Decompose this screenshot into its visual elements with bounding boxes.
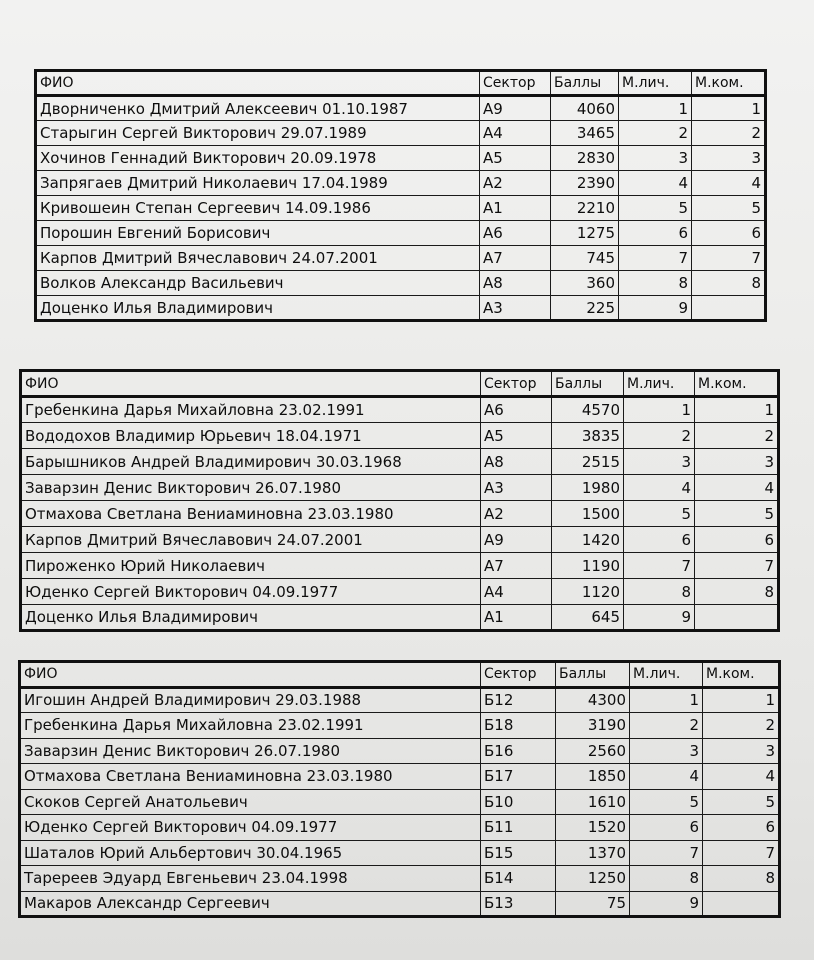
cell-points: 2390	[551, 171, 619, 196]
cell-points: 1980	[552, 475, 624, 501]
cell-sector: А9	[481, 527, 552, 553]
cell-personal-place: 1	[619, 96, 692, 121]
cell-team-place	[695, 605, 779, 631]
header-sector: Сектор	[481, 371, 552, 397]
cell-fio: Скоков Сергей Анатольевич	[20, 789, 481, 815]
cell-team-place: 3	[703, 738, 780, 764]
cell-team-place: 4	[695, 475, 779, 501]
cell-sector: А3	[480, 296, 551, 321]
cell-sector: А8	[480, 271, 551, 296]
cell-fio: Отмахова Светлана Вениаминовна 23.03.1980	[21, 501, 481, 527]
cell-team-place: 7	[692, 246, 766, 271]
cell-points: 1120	[552, 579, 624, 605]
cell-fio: Карпов Дмитрий Вячеславович 24.07.2001	[36, 246, 480, 271]
cell-team-place: 8	[692, 271, 766, 296]
cell-fio: Заварзин Денис Викторович 26.07.1980	[21, 475, 481, 501]
cell-sector: А9	[480, 96, 551, 121]
cell-fio: Таререев Эдуард Евгеньевич 23.04.1998	[20, 866, 481, 892]
header-sector: Сектор	[480, 71, 551, 96]
cell-sector: Б18	[481, 713, 556, 739]
cell-points: 225	[551, 296, 619, 321]
results-table-2	[19, 369, 780, 632]
cell-team-place: 7	[695, 553, 779, 579]
header-fio: ФИО	[21, 371, 481, 397]
table-row	[20, 738, 780, 764]
cell-sector: А6	[481, 397, 552, 423]
cell-sector: А4	[481, 579, 552, 605]
cell-team-place: 6	[703, 815, 780, 841]
cell-points: 2210	[551, 196, 619, 221]
cell-team-place: 6	[695, 527, 779, 553]
header-sector: Сектор	[481, 662, 556, 688]
cell-fio: Вододохов Владимир Юрьевич 18.04.1971	[21, 423, 481, 449]
table-row	[36, 96, 766, 121]
cell-fio: Заварзин Денис Викторович 26.07.1980	[20, 738, 481, 764]
table-row	[36, 121, 766, 146]
cell-sector: А8	[481, 449, 552, 475]
cell-personal-place: 9	[624, 605, 695, 631]
cell-fio: Карпов Дмитрий Вячеславович 24.07.2001	[21, 527, 481, 553]
cell-points: 2515	[552, 449, 624, 475]
cell-team-place: 8	[695, 579, 779, 605]
cell-points: 4300	[556, 687, 630, 713]
cell-points: 1190	[552, 553, 624, 579]
cell-personal-place: 4	[624, 475, 695, 501]
cell-personal-place: 4	[619, 171, 692, 196]
cell-team-place: 2	[695, 423, 779, 449]
cell-points: 4060	[551, 96, 619, 121]
table-row	[20, 789, 780, 815]
cell-team-place: 6	[692, 221, 766, 246]
cell-points: 1610	[556, 789, 630, 815]
cell-sector: А6	[480, 221, 551, 246]
table-row	[36, 196, 766, 221]
cell-team-place: 5	[692, 196, 766, 221]
table-header-row	[36, 71, 766, 96]
cell-sector: А5	[481, 423, 552, 449]
cell-fio: Гребенкина Дарья Михайловна 23.02.1991	[20, 713, 481, 739]
cell-points: 2830	[551, 146, 619, 171]
cell-fio: Старыгин Сергей Викторович 29.07.1989	[36, 121, 480, 146]
cell-sector: А7	[481, 553, 552, 579]
cell-fio: Барышников Андрей Владимирович 30.03.1968	[21, 449, 481, 475]
cell-fio: Отмахова Светлана Вениаминовна 23.03.1980	[20, 764, 481, 790]
cell-team-place: 3	[692, 146, 766, 171]
table-row	[20, 866, 780, 892]
cell-points: 4570	[552, 397, 624, 423]
cell-personal-place: 8	[619, 271, 692, 296]
table-row	[20, 713, 780, 739]
cell-sector: Б15	[481, 840, 556, 866]
table-header-row	[20, 662, 780, 688]
cell-sector: Б12	[481, 687, 556, 713]
cell-team-place: 2	[703, 713, 780, 739]
header-team-place: М.ком.	[703, 662, 780, 688]
cell-sector: Б10	[481, 789, 556, 815]
table-row	[21, 423, 779, 449]
table-row	[21, 605, 779, 631]
table-row	[21, 527, 779, 553]
table-row	[36, 296, 766, 321]
cell-personal-place: 3	[624, 449, 695, 475]
header-points: Баллы	[552, 371, 624, 397]
cell-personal-place: 5	[619, 196, 692, 221]
cell-points: 1275	[551, 221, 619, 246]
cell-fio: Пироженко Юрий Николаевич	[21, 553, 481, 579]
cell-personal-place: 2	[624, 423, 695, 449]
cell-points: 1250	[556, 866, 630, 892]
cell-sector: Б13	[481, 891, 556, 917]
table-header-row	[21, 371, 779, 397]
cell-personal-place: 1	[624, 397, 695, 423]
cell-sector: Б16	[481, 738, 556, 764]
cell-fio: Кривошеин Степан Сергеевич 14.09.1986	[36, 196, 480, 221]
cell-fio: Юденко Сергей Викторович 04.09.1977	[20, 815, 481, 841]
cell-personal-place: 5	[624, 501, 695, 527]
table-row	[20, 687, 780, 713]
cell-sector: А2	[480, 171, 551, 196]
table-row	[21, 579, 779, 605]
cell-team-place: 4	[703, 764, 780, 790]
table-row	[20, 815, 780, 841]
header-fio: ФИО	[20, 662, 481, 688]
cell-points: 1850	[556, 764, 630, 790]
cell-points: 1500	[552, 501, 624, 527]
cell-team-place: 3	[695, 449, 779, 475]
header-personal-place: М.лич.	[619, 71, 692, 96]
cell-fio: Хочинов Геннадий Викторович 20.09.1978	[36, 146, 480, 171]
cell-personal-place: 1	[630, 687, 703, 713]
cell-fio: Порошин Евгений Борисович	[36, 221, 480, 246]
cell-personal-place: 9	[619, 296, 692, 321]
table-row	[21, 501, 779, 527]
cell-sector: А5	[480, 146, 551, 171]
cell-fio: Макаров Александр Сергеевич	[20, 891, 481, 917]
cell-team-place: 4	[692, 171, 766, 196]
cell-personal-place: 6	[624, 527, 695, 553]
table-row	[21, 553, 779, 579]
cell-team-place: 2	[692, 121, 766, 146]
table-row	[36, 246, 766, 271]
cell-points: 1420	[552, 527, 624, 553]
cell-fio: Юденко Сергей Викторович 04.09.1977	[21, 579, 481, 605]
cell-points: 745	[551, 246, 619, 271]
cell-points: 1370	[556, 840, 630, 866]
cell-team-place: 1	[695, 397, 779, 423]
cell-team-place: 5	[695, 501, 779, 527]
cell-team-place: 7	[703, 840, 780, 866]
cell-personal-place: 7	[619, 246, 692, 271]
cell-points: 1520	[556, 815, 630, 841]
cell-personal-place: 7	[630, 840, 703, 866]
cell-fio: Доценко Илья Владимирович	[21, 605, 481, 631]
cell-personal-place: 4	[630, 764, 703, 790]
table-row	[36, 271, 766, 296]
cell-sector: А1	[481, 605, 552, 631]
cell-points: 3465	[551, 121, 619, 146]
table-row	[20, 891, 780, 917]
cell-team-place: 1	[703, 687, 780, 713]
table-row	[21, 475, 779, 501]
cell-points: 3835	[552, 423, 624, 449]
cell-fio: Запрягаев Дмитрий Николаевич 17.04.1989	[36, 171, 480, 196]
cell-team-place: 8	[703, 866, 780, 892]
header-fio: ФИО	[36, 71, 480, 96]
cell-sector: А4	[480, 121, 551, 146]
cell-sector: Б17	[481, 764, 556, 790]
cell-personal-place: 2	[619, 121, 692, 146]
cell-fio: Дворниченко Дмитрий Алексеевич 01.10.1987	[36, 96, 480, 121]
cell-points: 360	[551, 271, 619, 296]
cell-points: 3190	[556, 713, 630, 739]
cell-fio: Волков Александр Васильевич	[36, 271, 480, 296]
header-points: Баллы	[556, 662, 630, 688]
cell-team-place: 5	[703, 789, 780, 815]
header-personal-place: М.лич.	[630, 662, 703, 688]
cell-personal-place: 7	[624, 553, 695, 579]
cell-fio: Доценко Илья Владимирович	[36, 296, 480, 321]
header-team-place: М.ком.	[695, 371, 779, 397]
cell-team-place	[692, 296, 766, 321]
cell-sector: А2	[481, 501, 552, 527]
table-row	[36, 221, 766, 246]
table-row	[36, 171, 766, 196]
table-row	[21, 449, 779, 475]
table-row	[20, 764, 780, 790]
cell-team-place: 1	[692, 96, 766, 121]
header-personal-place: М.лич.	[624, 371, 695, 397]
cell-personal-place: 2	[630, 713, 703, 739]
cell-personal-place: 6	[630, 815, 703, 841]
cell-sector: А3	[481, 475, 552, 501]
cell-personal-place: 8	[624, 579, 695, 605]
cell-fio: Гребенкина Дарья Михайловна 23.02.1991	[21, 397, 481, 423]
cell-sector: Б11	[481, 815, 556, 841]
header-points: Баллы	[551, 71, 619, 96]
cell-personal-place: 6	[619, 221, 692, 246]
cell-personal-place: 5	[630, 789, 703, 815]
cell-team-place	[703, 891, 780, 917]
results-table-3	[18, 660, 781, 918]
cell-personal-place: 8	[630, 866, 703, 892]
cell-points: 645	[552, 605, 624, 631]
cell-fio: Шаталов Юрий Альбертович 30.04.1965	[20, 840, 481, 866]
table-row	[21, 397, 779, 423]
cell-personal-place: 9	[630, 891, 703, 917]
results-table-1	[34, 69, 767, 322]
header-team-place: М.ком.	[692, 71, 766, 96]
cell-personal-place: 3	[630, 738, 703, 764]
cell-points: 75	[556, 891, 630, 917]
table-row	[36, 146, 766, 171]
cell-sector: А1	[480, 196, 551, 221]
cell-points: 2560	[556, 738, 630, 764]
cell-fio: Игошин Андрей Владимирович 29.03.1988	[20, 687, 481, 713]
cell-personal-place: 3	[619, 146, 692, 171]
cell-sector: Б14	[481, 866, 556, 892]
table-row	[20, 840, 780, 866]
cell-sector: А7	[480, 246, 551, 271]
